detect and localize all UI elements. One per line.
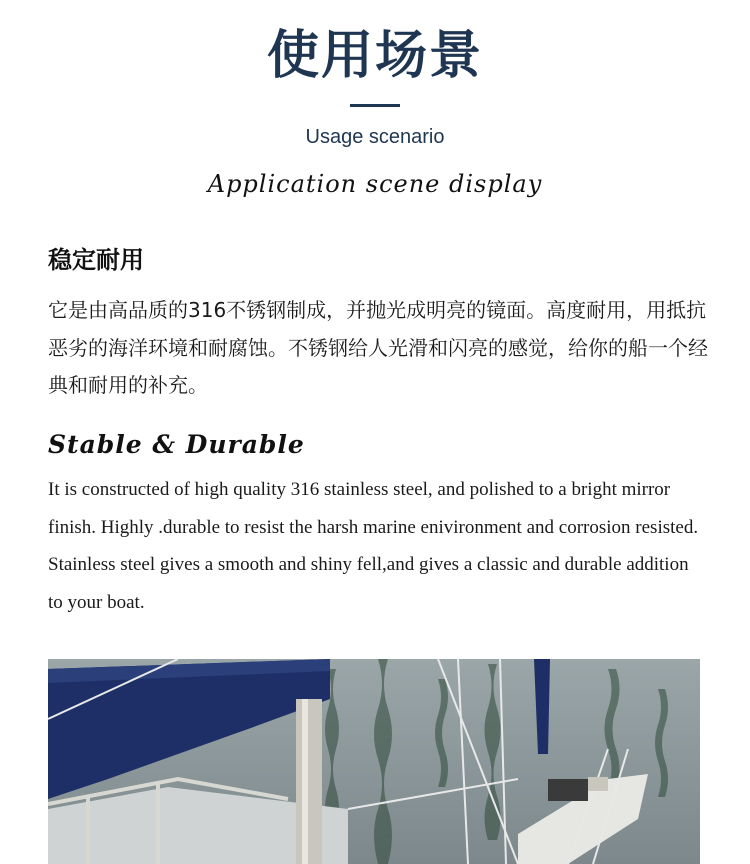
page-title: 使用场景 <box>266 26 483 86</box>
scene-caption: Application scene display <box>207 170 543 198</box>
page-subtitle: Usage scenario <box>305 126 445 148</box>
en-section-body: It is constructed of high quality 316 stainless steel, and polished to a bright mirror finish. Highly .durable to resist the harsh marine enivironment and corrosion resisted. Stainless steel gives a smooth and shiny fell,and gives a classic and durable addition to your boat. <box>48 479 699 613</box>
cn-section-heading: 稳定耐用 <box>48 246 144 274</box>
mast <box>296 699 322 864</box>
sailboat-harbor-photo <box>48 659 700 864</box>
cn-section-body: 它是由高品质的316不锈钢制成，并抛光成明亮的镜面。高度耐用，用抵抗恶劣的海洋环境和耐腐蚀。不锈钢给人光滑和闪亮的感觉，给你的船一个经典和耐用的补充。 <box>48 298 708 397</box>
photo-illustration <box>48 659 700 864</box>
title-divider <box>350 104 400 107</box>
en-section-heading: Stable & Durable <box>48 430 305 459</box>
